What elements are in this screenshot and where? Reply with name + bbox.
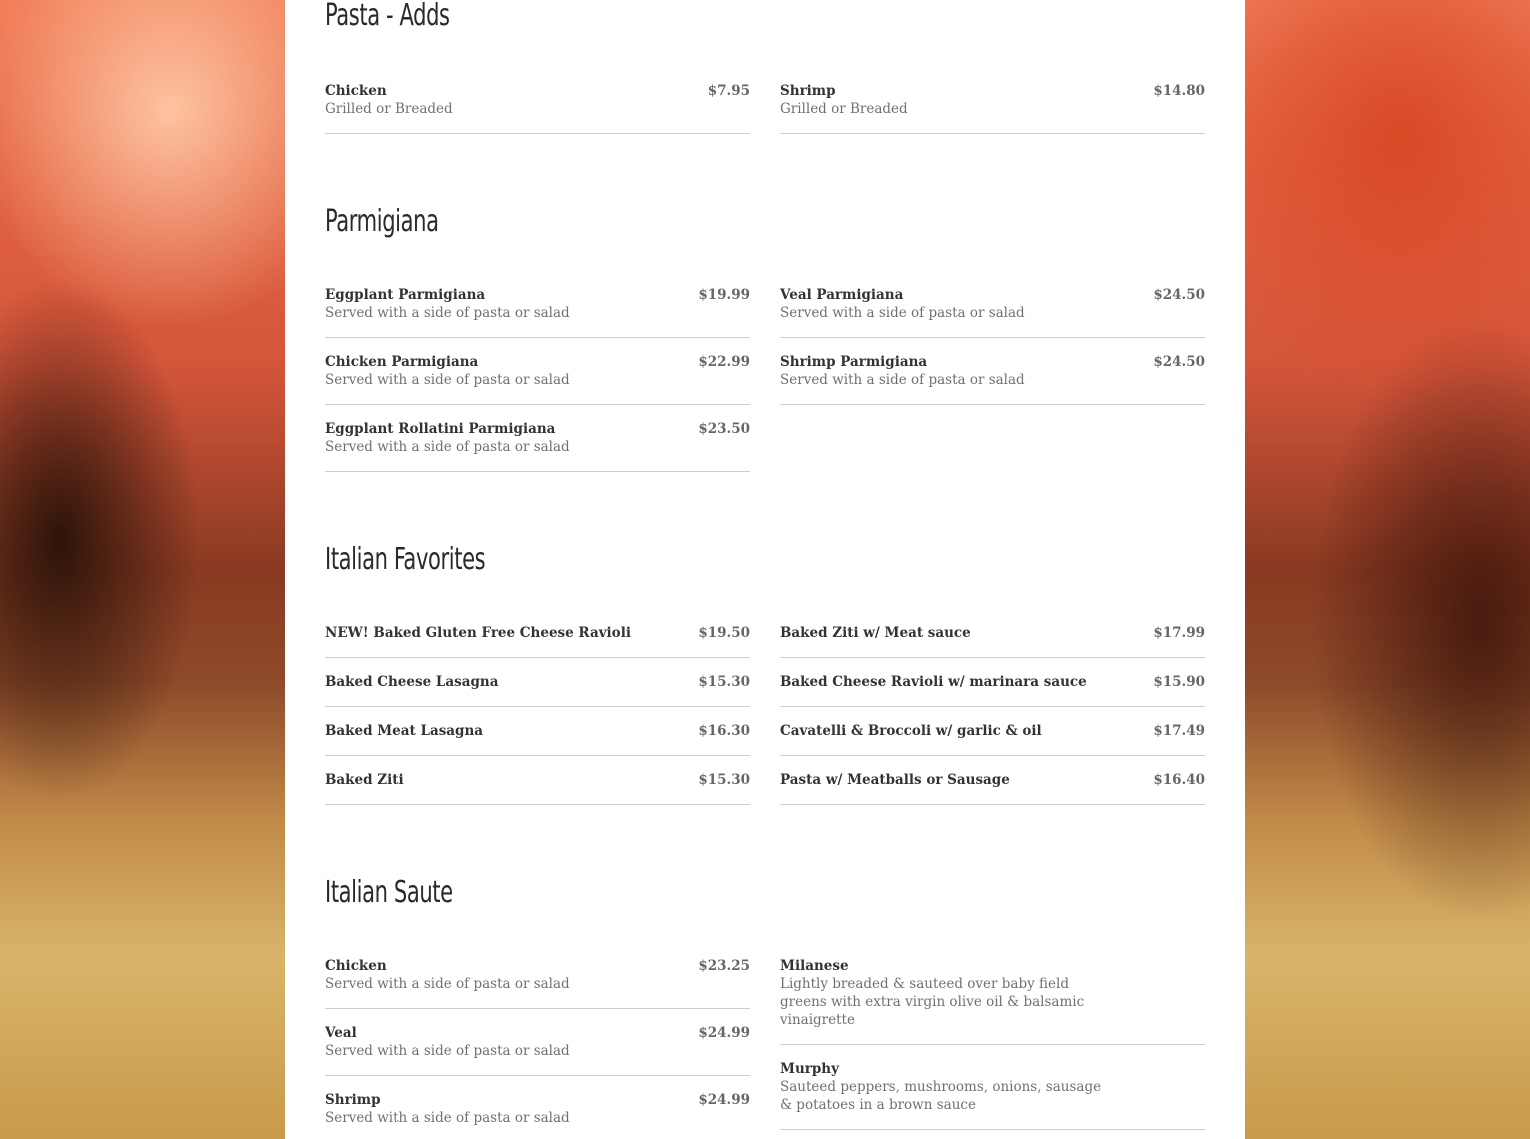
item-price: $17.99	[1153, 625, 1205, 641]
section-title: Italian Favorites	[325, 542, 486, 577]
section-title: Pasta - Adds	[325, 0, 450, 33]
item-description: Served with a side of pasta or salad	[325, 372, 570, 388]
menu-item	[780, 286, 1205, 338]
item-description: Served with a side of pasta or salad	[325, 1110, 570, 1126]
item-price: $15.30	[698, 674, 750, 690]
section-title: Parmigiana	[325, 204, 439, 239]
item-name: Baked Ziti	[325, 772, 404, 788]
menu-item	[325, 658, 750, 707]
item-name: Eggplant Rollatini Parmigiana	[325, 421, 556, 437]
menu-item	[780, 338, 1205, 405]
item-name: Chicken	[325, 958, 387, 974]
item-name: NEW! Baked Gluten Free Cheese Ravioli	[325, 625, 631, 641]
item-description: Served with a side of pasta or salad	[780, 305, 1025, 321]
item-description: Served with a side of pasta or salad	[325, 305, 570, 321]
item-name: Chicken Parmigiana	[325, 354, 479, 370]
menu-item	[325, 82, 750, 134]
item-name: Veal	[325, 1025, 357, 1041]
item-description: Lightly breaded & sauteed over baby field greens with extra virgin olive oil & balsamic vinaigrette	[780, 976, 1085, 1028]
menu-item	[325, 1076, 750, 1139]
item-description: Grilled or Breaded	[780, 101, 908, 117]
item-price: $17.49	[1153, 723, 1205, 739]
item-price: $23.50	[698, 421, 750, 437]
item-name: Baked Ziti w/ Meat sauce	[780, 625, 971, 641]
item-price: $24.99	[698, 1025, 750, 1041]
item-name: Chicken	[325, 83, 387, 99]
item-price: $24.50	[1153, 354, 1205, 370]
item-description: Grilled or Breaded	[325, 101, 453, 117]
item-description: Served with a side of pasta or salad	[325, 1043, 570, 1059]
item-price: $23.25	[698, 958, 750, 974]
item-price: $22.99	[698, 354, 750, 370]
menu-item	[325, 286, 750, 338]
item-name: Shrimp	[325, 1092, 381, 1108]
menu-item	[325, 338, 750, 405]
menu-item	[780, 707, 1205, 756]
item-name: Cavatelli & Broccoli w/ garlic & oil	[780, 723, 1042, 739]
menu-item	[780, 756, 1205, 805]
item-name: Murphy	[780, 1061, 839, 1077]
menu-item	[325, 1009, 750, 1076]
item-name: Shrimp	[780, 83, 836, 99]
item-name: Eggplant Parmigiana	[325, 287, 486, 303]
menu-item	[325, 624, 750, 658]
menu-page	[285, 0, 1245, 1139]
item-price: $19.99	[698, 287, 750, 303]
menu-item	[780, 957, 1205, 1045]
item-name: Pasta w/ Meatballs or Sausage	[780, 772, 1010, 788]
menu-item	[780, 658, 1205, 707]
item-price: $15.30	[698, 772, 750, 788]
item-price: $16.30	[698, 723, 750, 739]
item-price: $14.80	[1153, 83, 1205, 99]
item-name: Milanese	[780, 958, 849, 974]
item-name: Veal Parmigiana	[780, 287, 904, 303]
item-description: Sauteed peppers, mushrooms, onions, sausage & potatoes in a brown sauce	[780, 1079, 1102, 1113]
menu-item	[325, 405, 750, 472]
item-price: $7.95	[707, 83, 750, 99]
item-name: Baked Cheese Ravioli w/ marinara sauce	[780, 674, 1087, 690]
item-price: $24.50	[1153, 287, 1205, 303]
item-price: $19.50	[698, 625, 750, 641]
menu-item	[325, 756, 750, 805]
menu-item	[325, 707, 750, 756]
item-description: Served with a side of pasta or salad	[325, 976, 570, 992]
item-price: $15.90	[1153, 674, 1205, 690]
menu-item	[780, 1045, 1205, 1130]
menu-item	[780, 624, 1205, 658]
item-name: Baked Meat Lasagna	[325, 723, 484, 739]
item-description: Served with a side of pasta or salad	[325, 439, 570, 455]
item-price: $16.40	[1153, 772, 1205, 788]
item-name: Shrimp Parmigiana	[780, 354, 928, 370]
item-price: $24.99	[698, 1092, 750, 1108]
section-title: Italian Saute	[325, 875, 453, 910]
item-name: Baked Cheese Lasagna	[325, 674, 499, 690]
menu-item	[325, 957, 750, 1009]
item-description: Served with a side of pasta or salad	[780, 372, 1025, 388]
menu-item	[780, 82, 1205, 134]
